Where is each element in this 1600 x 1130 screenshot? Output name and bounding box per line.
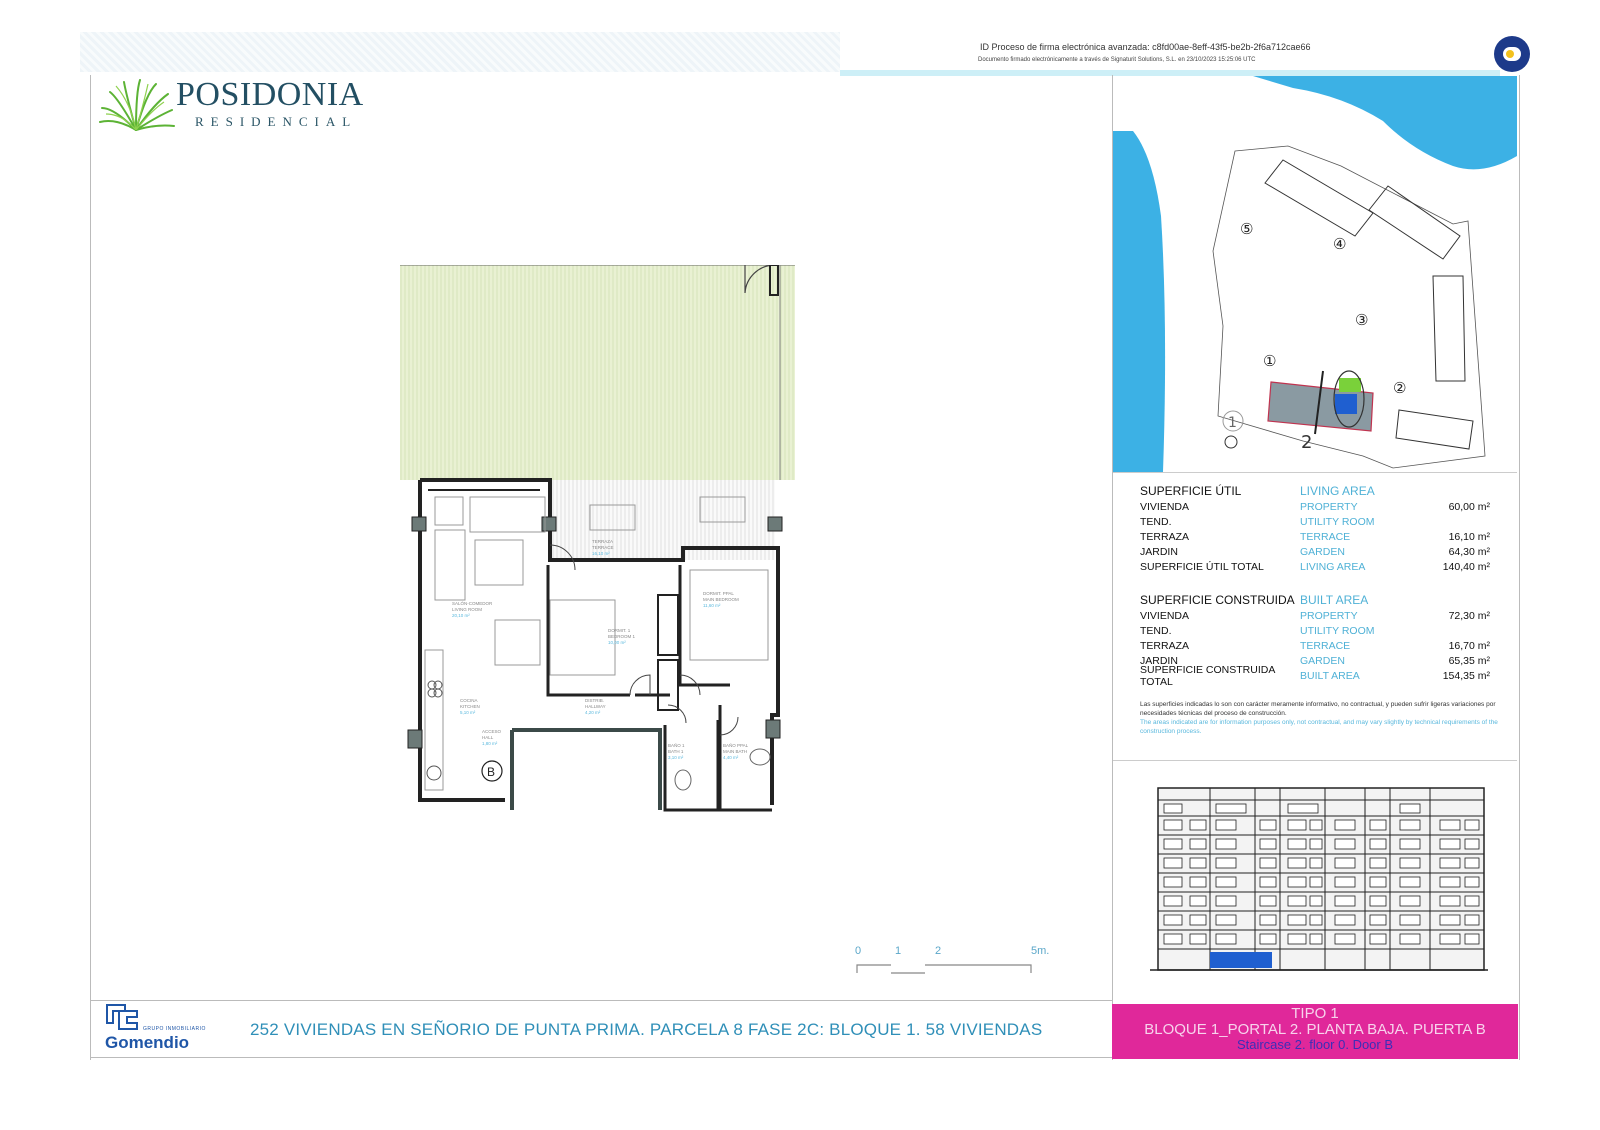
unit-type: TIPO 1 [1291, 1005, 1339, 1022]
svg-text:3,10 m²: 3,10 m² [668, 755, 684, 760]
svg-text:10,00 m²: 10,00 m² [608, 640, 626, 645]
divider [1113, 472, 1517, 473]
portal-annotation: 2 [1301, 432, 1313, 453]
svg-text:DORMIT. 1: DORMIT. 1 [608, 628, 631, 633]
svg-text:11,60 m²: 11,60 m² [703, 603, 721, 608]
area-total-row: SUPERFICIE CONSTRUIDA TOTAL BUILT AREA 154,35 m² [1140, 663, 1490, 688]
brand-name: POSIDONIA [176, 76, 364, 113]
footer-divider [90, 1057, 1112, 1058]
svg-text:20,10 m²: 20,10 m² [452, 613, 470, 618]
area-row: TERRAZA TERRACE 16,70 m² [1140, 639, 1490, 652]
svg-text:COCINA: COCINA [460, 698, 478, 703]
site-block-3: ③ [1355, 311, 1369, 329]
scale-bar: 0 1 2 5m. [855, 945, 1055, 975]
entrance-marker: B [487, 765, 496, 779]
svg-text:BAÑO 1: BAÑO 1 [668, 743, 685, 748]
svg-text:1,80 m²: 1,80 m² [482, 741, 498, 746]
brand-subtitle: RESIDENCIAL [195, 114, 358, 129]
signature-note: Documento firmado electrónicamente a través de Signaturit Solutions, S.L. en 23/10/2023 15:25:06 UTC [978, 57, 1256, 63]
svg-text:HALLWAY: HALLWAY [585, 704, 606, 709]
footer-divider [90, 1000, 1112, 1001]
svg-text:DORMIT. PPAL: DORMIT. PPAL [703, 591, 734, 596]
building-elevation [1150, 780, 1488, 978]
developer-logo: GRUPO INMOBILIARIO Gomendio [105, 1003, 139, 1036]
site-block-4: ④ [1333, 235, 1347, 253]
signature-id: ID Proceso de firma electrónica avanzada: c8fd00ae-8eff-43f5-be2b-2f6a712cae66 [980, 42, 1311, 52]
gomendio-logo-icon [105, 1003, 139, 1031]
disclaimer: Las superficies indicadas lo son con carácter meramente informativo, no contractual, y pueden sufrir ligeras variaciones por necesidades técnicas del proceso de construcción. The areas indicated are for information purposes only, not contractual, and may vary slightly by technical requirements of the construction process. [1140, 701, 1498, 735]
svg-text:4,40 m²: 4,40 m² [723, 755, 739, 760]
project-title: 252 VIVIENDAS EN SEÑORIO DE PUNTA PRIMA. PARCELA 8 FASE 2C: BLOQUE 1. 58 VIVIENDAS [250, 1020, 1043, 1039]
svg-text:BATH 1: BATH 1 [668, 749, 684, 754]
area-row: JARDIN GARDEN 64,30 m² [1140, 545, 1490, 558]
divider [1113, 760, 1517, 761]
site-plan-map [1113, 76, 1517, 472]
site-block-1: ① [1263, 352, 1277, 370]
area-row: TERRAZA TERRACE 16,10 m² [1140, 530, 1490, 543]
svg-text:DISTRIB.: DISTRIB. [585, 698, 605, 703]
svg-text:HALL: HALL [482, 735, 494, 740]
useful-area-header: SUPERFICIE ÚTIL LIVING AREA [1140, 483, 1375, 498]
floor-plan [400, 265, 810, 825]
svg-text:BEDROOM 1: BEDROOM 1 [608, 634, 636, 639]
svg-text:ACCESO: ACCESO [482, 729, 502, 734]
area-total-row: SUPERFICIE ÚTIL TOTAL LIVING AREA 140,40 m² [1140, 560, 1490, 573]
areas-table [1140, 482, 1490, 688]
svg-text:16,10 m²: 16,10 m² [592, 551, 610, 556]
svg-text:4,20 m²: 4,20 m² [585, 710, 601, 715]
svg-text:SALÓN-COMEDOR: SALÓN-COMEDOR [452, 601, 493, 606]
svg-text:MAIN BATH: MAIN BATH [723, 749, 748, 754]
unit-location-en: Staircase 2. floor 0. Door B [1236, 1037, 1394, 1052]
svg-text:TERRAZA: TERRAZA [592, 539, 614, 544]
svg-text:1: 1 [1228, 415, 1237, 431]
area-row: TEND. UTILITY ROOM [1140, 624, 1375, 637]
header-band [80, 32, 840, 72]
area-row: VIVIENDA PROPERTY 72,30 m² [1140, 609, 1490, 622]
svg-text:MAIN BEDROOM: MAIN BEDROOM [703, 597, 739, 602]
built-area-header: SUPERFICIE CONSTRUIDA BUILT AREA [1140, 592, 1369, 607]
area-row: TEND. UTILITY ROOM [1140, 515, 1375, 528]
site-block-2: ② [1393, 379, 1407, 397]
svg-text:BAÑO PPAL: BAÑO PPAL [723, 743, 749, 748]
unit-type-banner [1112, 1004, 1518, 1059]
area-row: VIVIENDA PROPERTY 60,00 m² [1140, 500, 1490, 513]
site-block-5: ⑤ [1240, 220, 1254, 238]
area-row: JARDIN GARDEN 65,35 m² [1140, 654, 1490, 667]
svg-text:5,10 m²: 5,10 m² [460, 710, 476, 715]
palm-leaf-icon [96, 78, 176, 134]
svg-text:LIVING ROOM: LIVING ROOM [452, 607, 483, 612]
svg-text:KITCHEN: KITCHEN [460, 704, 480, 709]
signaturit-logo-icon [1494, 36, 1530, 72]
svg-text:TERRACE: TERRACE [592, 545, 614, 550]
unit-location-es: BLOQUE 1_PORTAL 2. PLANTA BAJA. PUERTA B [1144, 1021, 1486, 1038]
